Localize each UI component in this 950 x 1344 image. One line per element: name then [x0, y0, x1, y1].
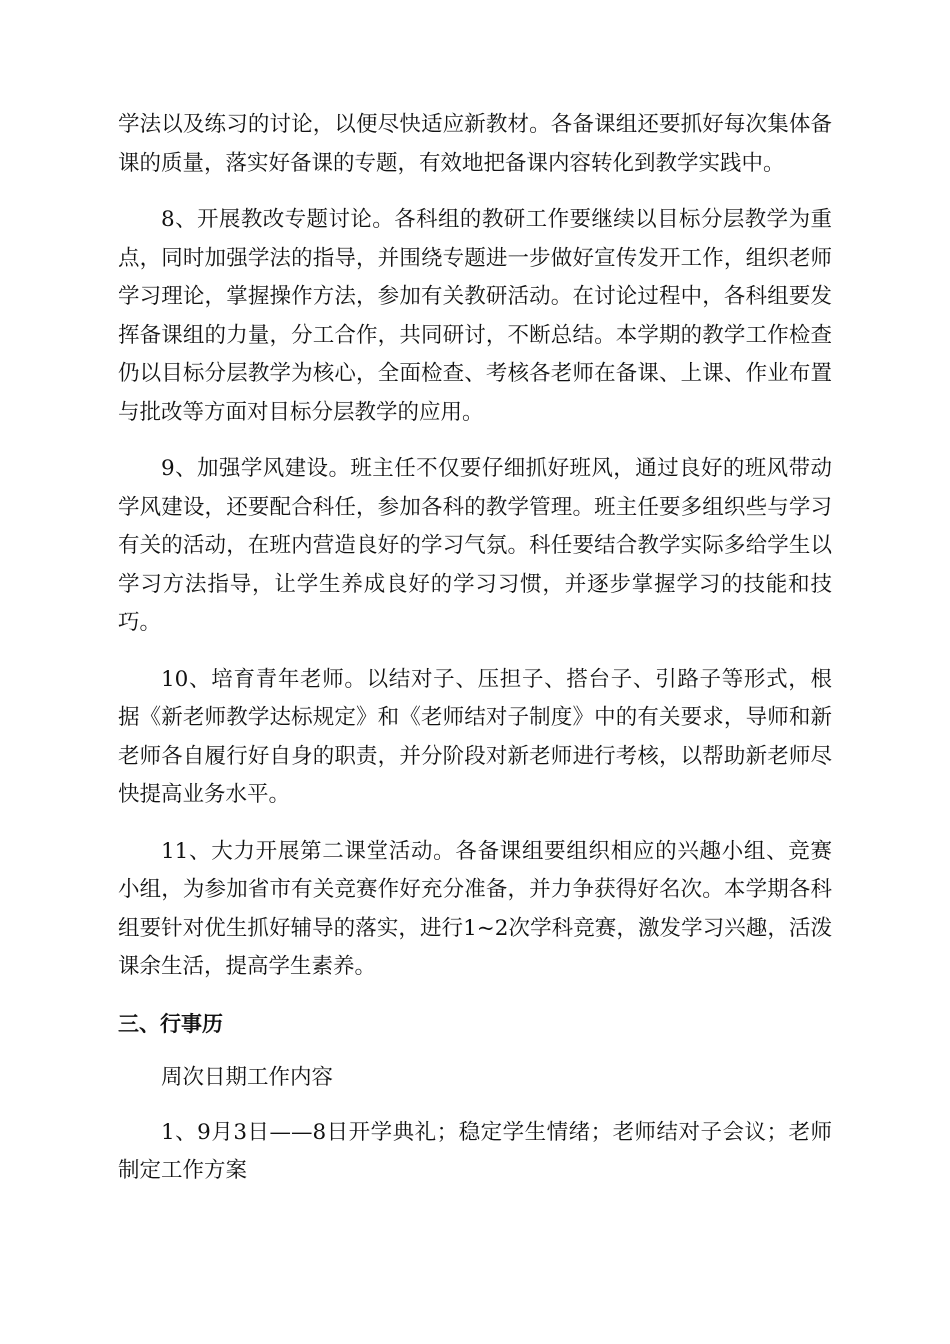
paragraph-item-9: 9、加强学风建设。班主任不仅要仔细抓好班风，通过良好的班风带动学风建设，还要配合科任，参加各科的教学管理。班主任要多组织些与学习有关的活动，在班内营造良好的学习气氛。科任要结合教学实际多给学生以学习方法指导，让学生养成良好的学习习惯，并逐步掌握学习的技能和技巧。 [118, 456, 832, 635]
paragraph-item-11: 11、大力开展第二课堂活动。各备课组要组织相应的兴趣小组、竞赛小组，为参加省市有关竞赛作好充分准备，并力争获得好名次。本学期各科组要针对优生抓好辅导的落实，进行1~2次学科竞赛，激发学习兴趣，活泼课余生活，提高学生素养。 [118, 838, 832, 979]
schedule-column-header: 周次日期工作内容 [161, 1065, 334, 1090]
paragraph-item-10: 10、培育青年老师。以结对子、压担子、搭台子、引路子等形式，根据《新老师教学达标规定》和《老师结对子制度》中的有关要求，导师和新老师各自履行好自身的职责，并分阶段对新老师进行考核，以帮助新老师尽快提高业务水平。 [118, 666, 832, 807]
paragraph-intro-continuation: 学法以及练习的讨论，以便尽快适应新教材。各备课组还要抓好每次集体备课的质量，落实好备课的专题，有效地把备课内容转化到教学实践中。 [118, 112, 832, 176]
paragraph-item-8: 8、开展教改专题讨论。各科组的教研工作要继续以目标分层教学为重点，同时加强学法的指导，并围绕专题进一步做好宣传发开工作，组织老师学习理论，掌握操作方法，参加有关教研活动。在讨论过程中，各科组要发挥备课组的力量，分工合作，共同研讨，不断总结。本学期的教学工作检查仍以目标分层教学为核心，全面检查、考核各老师在备课、上课、作业布置与批改等方面对目标分层教学的应用。 [118, 207, 832, 425]
schedule-item-1: 1、9月3日——8日开学典礼；稳定学生情绪；老师结对子会议；老师制定工作方案 [118, 1119, 832, 1183]
section-heading-calendar: 三、行事历 [118, 1011, 223, 1036]
